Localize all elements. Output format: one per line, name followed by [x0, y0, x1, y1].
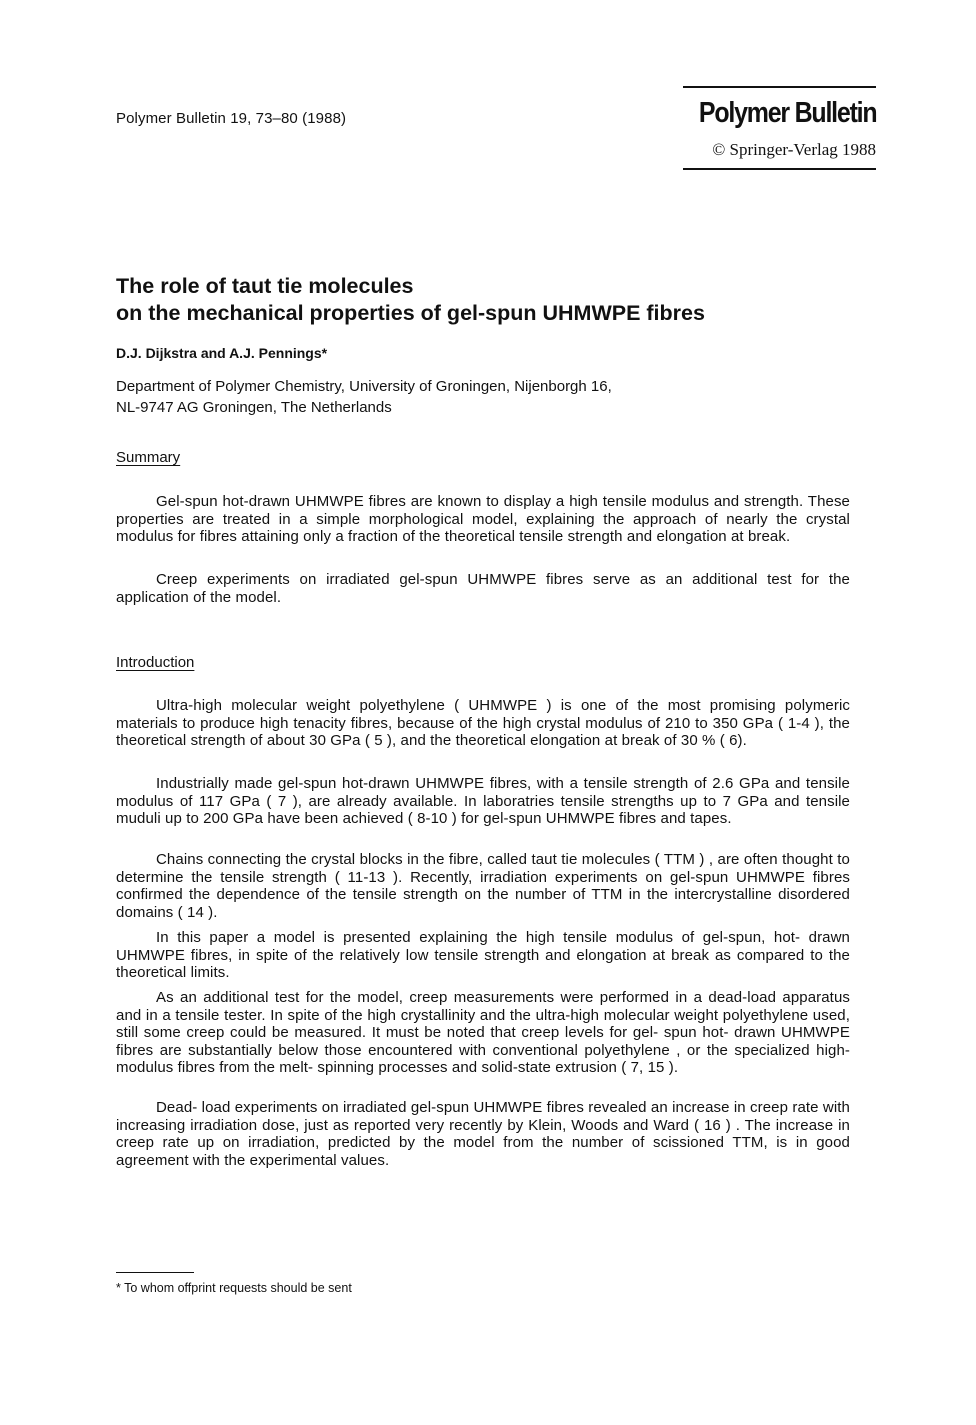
- intro-paragraph-3: Chains connecting the crystal blocks in the fibre, called taut tie molecules ( TTM ) , are often thought to determine the tensile strength ( 11-13 ). Recently, irradiation experiments on gel-spun UHMWPE fibres confirmed the dependence of the tensile strength on the number of TTM in the intercrystalline disordered domains ( 14 ).: [116, 851, 850, 921]
- affiliation: [116, 376, 612, 418]
- journal-name: Polymer Bulletin: [698, 97, 876, 129]
- intro-paragraph-5: As an additional test for the model, creep measurements were performed in a dead-load apparatus and in a tensile tester. In spite of the high crystallinity and the ultra-high molecular weight polyethylene used, still some creep could be measured. It must be noted that creep levels for gel- spun hot- drawn UHMWPE fibres are substantially below those encountered with conventional polyethylene , or the specialized high- modulus fibres from the melt- spinning processes and solid-state extrusion ( 7, 15 ).: [116, 989, 850, 1076]
- footnote-rule: [116, 1272, 194, 1273]
- journal-citation: Polymer Bulletin 19, 73–80 (1988): [116, 110, 347, 127]
- summary-heading: Summary: [116, 449, 181, 466]
- affiliation-line-1: Department of Polymer Chemistry, University of Groningen, Nijenborgh 16,: [116, 378, 612, 395]
- intro-paragraph-6: Dead- load experiments on irradiated gel-spun UHMWPE fibres revealed an increase in creep rate with increasing irradiation dose, just as reported very recently by Klein, Woods and Ward ( 16 ) . The increase in creep rate up on irradiation, predicted by the model from the number of scissioned TTM, is in good agreement with the experimental values.: [116, 1099, 850, 1169]
- introduction-heading: Introduction: [116, 654, 195, 671]
- footnote: * To whom offprint requests should be sent: [116, 1281, 352, 1295]
- summary-paragraph-1: Gel-spun hot-drawn UHMWPE fibres are known to display a high tensile modulus and strength. These properties are treated in a simple morphological model, explaining the approach of nearly the crystal modulus for fibres attaining only a fraction of the theoretical tensile strength and elongation at break.: [116, 493, 850, 545]
- article-title-line-2: on the mechanical properties of gel-spun UHMWPE fibres: [116, 301, 705, 325]
- author-list: D.J. Dijkstra and A.J. Pennings*: [116, 345, 328, 361]
- publisher-copyright: © Springer-Verlag 1988: [712, 140, 876, 159]
- intro-paragraph-4: In this paper a model is presented explaining the high tensile modulus of gel-spun, hot- drawn UHMWPE fibres, in spite of the relatively low tensile strength and elongation at break as compared to the theoretical limits.: [116, 929, 850, 981]
- intro-paragraph-2: Industrially made gel-spun hot-drawn UHMWPE fibres, with a tensile strength of 2.6 GPa and tensile modulus of 117 GPa ( 7 ), are already available. In laboratries tensile strengths up to 7 GPa and tensile muduli up to 200 GPa have been achieved ( 8-10 ) for gel-spun UHMWPE fibres and tapes.: [116, 775, 850, 827]
- article-title: [116, 273, 876, 327]
- article-title-line-1: The role of taut tie molecules: [116, 274, 414, 298]
- affiliation-line-2: NL-9747 AG Groningen, The Netherlands: [116, 399, 392, 416]
- intro-paragraph-1: Ultra-high molecular weight polyethylene ( UHMWPE ) is one of the most promising polymeric materials to produce high tenacity fibres, because of the high crystal modulus of 210 to 350 GPa ( 1-4 ), the theoretical strength of about 30 GPa ( 5 ), and the theoretical elongation at break of 30 % ( 6).: [116, 697, 850, 749]
- summary-paragraph-2: Creep experiments on irradiated gel-spun UHMWPE fibres serve as an additional test for the application of the model.: [116, 571, 850, 606]
- journal-masthead: [683, 86, 876, 170]
